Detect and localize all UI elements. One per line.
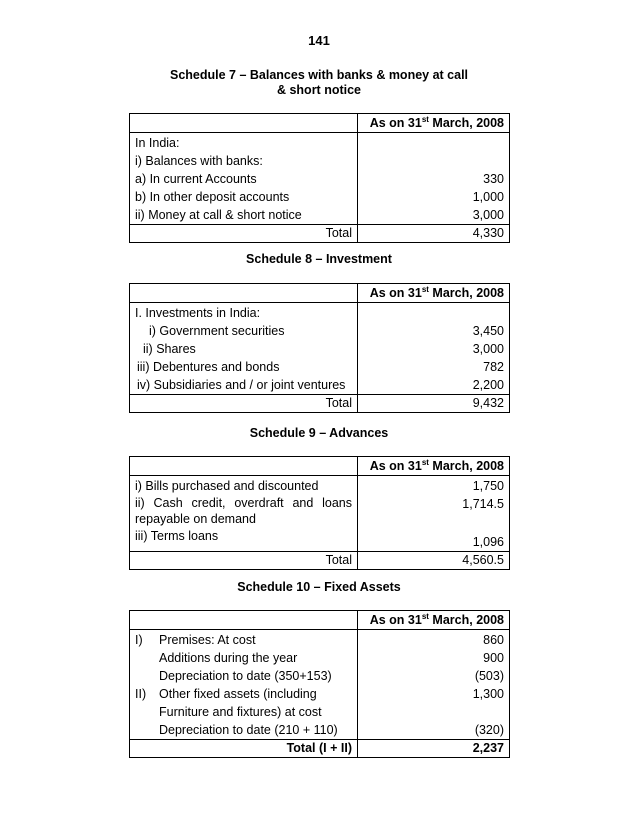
row-value: 3,450 [472, 324, 504, 338]
row-label: ii) Cash credit, overdraft and loans repayable on demand [135, 496, 352, 526]
row-value [363, 134, 504, 152]
row-label: Furniture and fixtures) at cost [159, 705, 322, 719]
total-value: 9,432 [358, 395, 510, 413]
row-label: iv) Subsidiaries and / or joint ventures [137, 378, 346, 392]
column-header: As on 31st March, 2008 [358, 457, 510, 476]
schedule-7-title [0, 68, 638, 98]
schedule-7-table [129, 113, 510, 243]
column-header: As on 31st March, 2008 [358, 284, 510, 303]
labels-cell [130, 133, 358, 225]
total-value: 4,560.5 [358, 552, 510, 570]
labels-cell [130, 303, 358, 395]
header-blank [130, 114, 358, 133]
row-value: 1,750 [472, 479, 504, 493]
column-header: As on 31st March, 2008 [358, 114, 510, 133]
row-label: i) Government securities [149, 324, 285, 338]
row-value: 782 [483, 360, 504, 374]
total-value: 2,237 [358, 740, 510, 758]
header-blank [130, 284, 358, 303]
total-label: Total [130, 552, 358, 570]
schedule-10-table [129, 610, 510, 758]
row-value: 900 [483, 651, 504, 665]
row-value: (503) [474, 669, 504, 683]
row-value: 1,096 [472, 535, 504, 549]
row-label: ii) Shares [143, 342, 196, 356]
row-label: Depreciation to date (210 + 110) [159, 723, 338, 737]
total-label: Total [130, 225, 358, 243]
row-value: 1,714.5 [462, 497, 504, 511]
labels-cell [130, 630, 358, 740]
schedule-8-table [129, 283, 510, 413]
values-cell [358, 630, 510, 740]
row-value: 3,000 [472, 208, 504, 222]
header-blank [130, 457, 358, 476]
row-value [363, 304, 504, 322]
labels-cell [130, 476, 358, 552]
row-value: 2,200 [472, 378, 504, 392]
row-label: Depreciation to date (350+153) [159, 669, 332, 683]
row-label: iii) Debentures and bonds [137, 360, 280, 374]
row-value: 330 [483, 172, 504, 186]
row-value: 860 [483, 633, 504, 647]
schedule-8-title: Schedule 8 – Investment [246, 252, 392, 266]
row-value: 1,300 [472, 687, 504, 701]
schedule-9-table [129, 456, 510, 570]
row-label: a) In current Accounts [135, 172, 257, 186]
row-label: In India: [135, 136, 180, 150]
row-label: II) Other fixed assets (including [135, 687, 317, 701]
values-cell [358, 476, 510, 552]
values-cell [358, 303, 510, 395]
page-number: 141 [308, 33, 330, 48]
row-value: (320) [474, 723, 504, 737]
row-label: I) Premises: At cost [135, 633, 256, 647]
row-label: i) Bills purchased and discounted [135, 479, 319, 493]
row-value: 1,000 [472, 190, 504, 204]
row-value: 3,000 [472, 342, 504, 356]
row-label: Additions during the year [159, 651, 298, 665]
values-cell [358, 133, 510, 225]
row-label: iii) Terms loans [135, 529, 219, 543]
column-header: As on 31st March, 2008 [358, 611, 510, 630]
row-value [363, 152, 504, 170]
total-value: 4,330 [358, 225, 510, 243]
schedule-7-title-line1: Schedule 7 – Balances with banks & money at call [169, 68, 469, 82]
row-label: I. Investments in India: [135, 306, 261, 320]
row-label: b) In other deposit accounts [135, 190, 290, 204]
total-label: Total (I + II) [130, 740, 358, 758]
row-value [363, 703, 504, 721]
schedule-9-title: Schedule 9 – Advances [249, 426, 389, 440]
header-blank [130, 611, 358, 630]
row-label: ii) Money at call & short notice [135, 208, 302, 222]
schedule-7-title-line2: & short notice [276, 83, 362, 97]
row-label: i) Balances with banks: [135, 154, 263, 168]
schedule-10-title: Schedule 10 – Fixed Assets [237, 580, 401, 594]
total-label: Total [130, 395, 358, 413]
